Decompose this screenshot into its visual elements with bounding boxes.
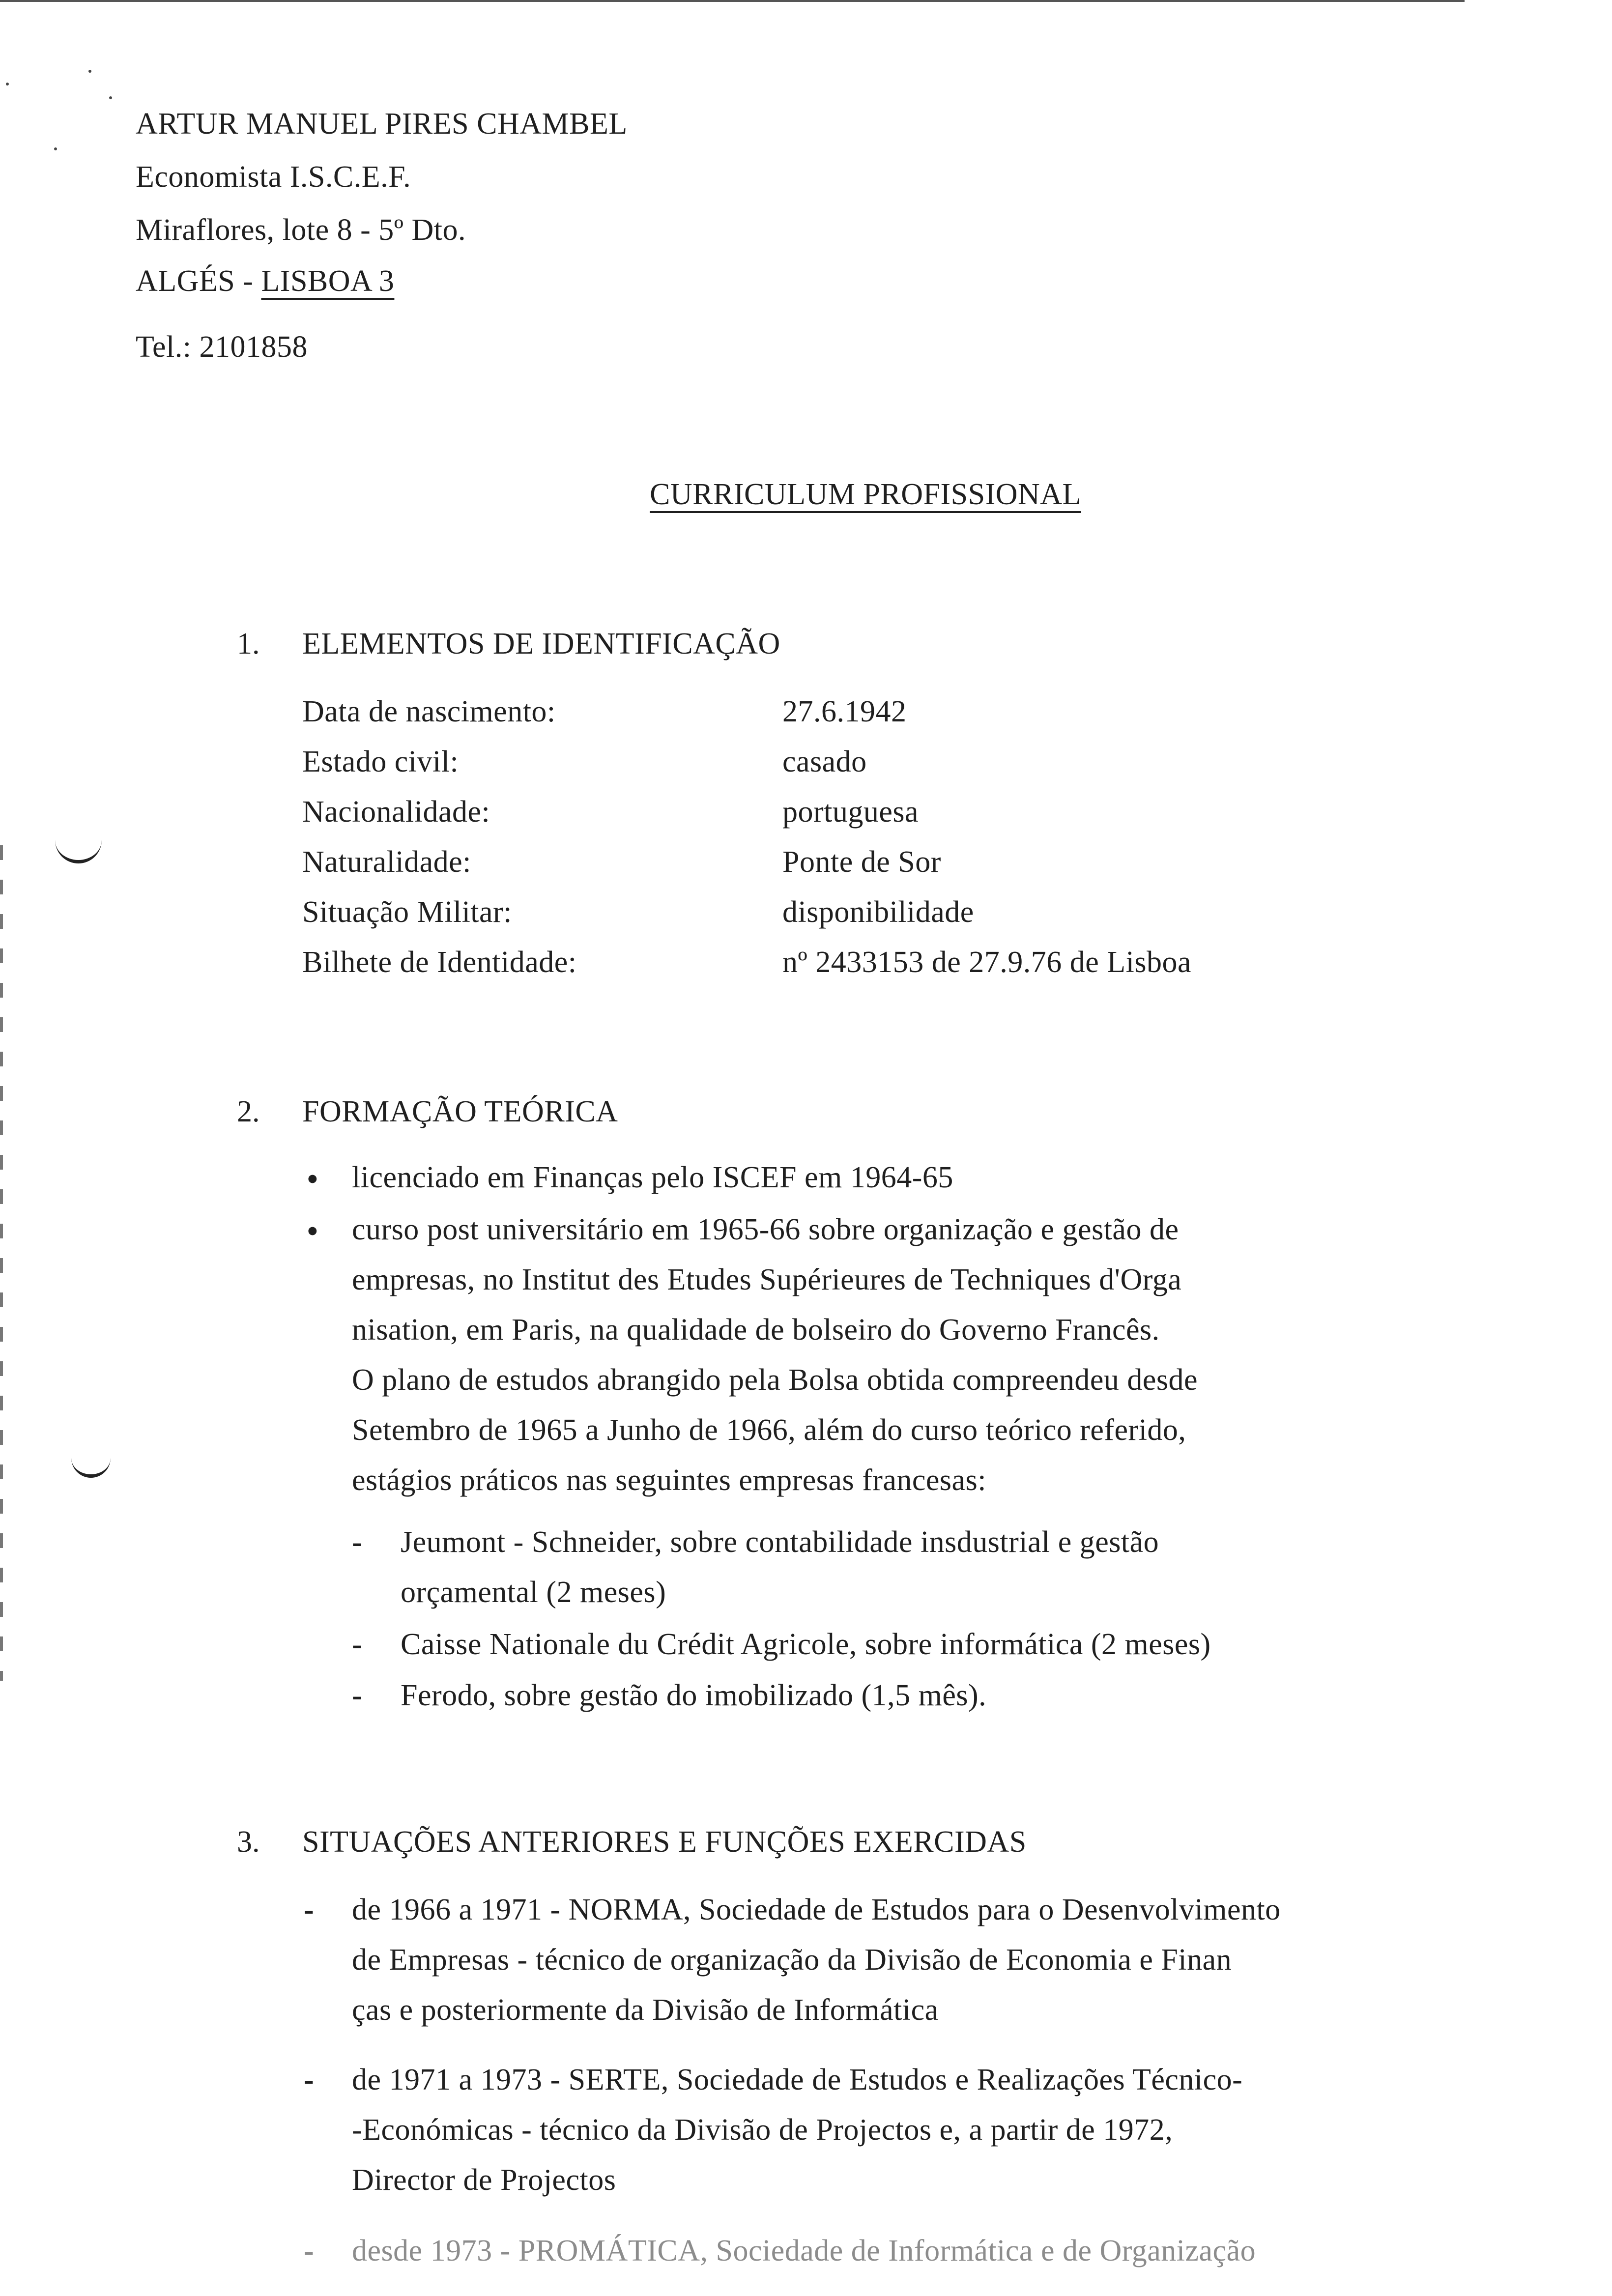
education-course-line: Setembro de 1965 a Junho de 1966, além do curso teórico referido,	[352, 1413, 1186, 1447]
id-value: disponibilidade	[782, 895, 974, 929]
position-line: de Empresas - técnico de organização da Divisão de Economia e Finan	[352, 1943, 1232, 1977]
bullet-point: •	[307, 1163, 318, 1196]
scan-speck	[109, 96, 112, 99]
id-value: nº 2433153 de 27.9.76 de Lisboa	[782, 946, 1192, 979]
internship-line: Caisse Nationale du Crédit Agricole, sobre informática (2 meses)	[401, 1628, 1211, 1661]
position-line: desde 1973 - PROMÁTICA, Sociedade de Informática e de Organização	[352, 2234, 1256, 2267]
section2-heading: FORMAÇÃO TEÓRICA	[302, 1095, 618, 1128]
position-line: Director de Projectos	[352, 2163, 616, 2197]
top-border-line	[0, 0, 1465, 2]
id-value: Ponte de Sor	[782, 845, 941, 879]
city-name: LISBOA 3	[261, 264, 395, 298]
pen-mark	[55, 831, 102, 863]
author-profession: Economista I.S.C.E.F.	[136, 160, 411, 194]
city-prefix: ALGÉS -	[136, 264, 261, 298]
id-label: Estado civil:	[302, 745, 459, 778]
document-title: CURRICULUM PROFISSIONAL	[650, 478, 1081, 511]
id-label: Bilhete de Identidade:	[302, 946, 577, 979]
id-label: Nacionalidade:	[302, 795, 490, 829]
author-address: Miraflores, lote 8 - 5º Dto.	[136, 213, 466, 247]
left-edge-marks	[0, 845, 3, 1681]
position-line: de 1971 a 1973 - SERTE, Sociedade de Estudos e Realizações Técnico-	[352, 2063, 1243, 2096]
dash-marker: -	[304, 2063, 314, 2096]
internship-line: orçamental (2 meses)	[401, 1576, 666, 1609]
id-label: Data de nascimento:	[302, 695, 556, 728]
internship-line: Ferodo, sobre gestão do imobilizado (1,5 mês).	[401, 1679, 987, 1712]
id-label: Situação Militar:	[302, 895, 512, 929]
dash-marker: -	[352, 1525, 362, 1559]
author-phone: Tel.: 2101858	[136, 330, 308, 364]
pen-mark	[71, 1455, 111, 1478]
section3-number: 3.	[237, 1825, 260, 1859]
bullet-point: •	[307, 1215, 318, 1248]
id-value: 27.6.1942	[782, 695, 907, 728]
education-degree: licenciado em Finanças pelo ISCEF em 1964-65	[352, 1161, 953, 1194]
dash-marker: -	[304, 1893, 314, 1926]
education-course-line: estágios práticos nas seguintes empresas francesas:	[352, 1464, 986, 1497]
section2-number: 2.	[237, 1095, 260, 1128]
scan-speck	[88, 70, 91, 73]
dash-marker: -	[352, 1679, 362, 1712]
internship-line: Jeumont - Schneider, sobre contabilidade insdustrial e gestão	[401, 1525, 1159, 1559]
dash-marker: -	[352, 1628, 362, 1661]
id-label: Naturalidade:	[302, 845, 471, 879]
section3-heading: SITUAÇÕES ANTERIORES E FUNÇÕES EXERCIDAS	[302, 1825, 1027, 1859]
position-line: ças e posteriormente da Divisão de Informática	[352, 1993, 939, 2027]
education-course-line: curso post universitário em 1965-66 sobre organização e gestão de	[352, 1213, 1179, 1246]
section1-number: 1.	[237, 627, 260, 660]
scan-speck	[54, 147, 57, 150]
scan-speck	[6, 83, 9, 86]
position-line: de 1966 a 1971 - NORMA, Sociedade de Estudos para o Desenvolvimento	[352, 1893, 1281, 1926]
id-value: casado	[782, 745, 867, 778]
section1-heading: ELEMENTOS DE IDENTIFICAÇÃO	[302, 627, 780, 660]
author-city-line	[136, 261, 394, 301]
education-course-line: O plano de estudos abrangido pela Bolsa obtida compreendeu desde	[352, 1363, 1198, 1397]
author-name: ARTUR MANUEL PIRES CHAMBEL	[136, 107, 628, 141]
education-course-line: nisation, em Paris, na qualidade de bolseiro do Governo Francês.	[352, 1313, 1160, 1347]
position-line: -Económicas - técnico da Divisão de Projectos e, a partir de 1972,	[352, 2113, 1173, 2147]
education-course-line: empresas, no Institut des Etudes Supérieures de Techniques d'Orga	[352, 1263, 1182, 1296]
dash-marker: -	[304, 2234, 314, 2267]
id-value: portuguesa	[782, 795, 919, 829]
